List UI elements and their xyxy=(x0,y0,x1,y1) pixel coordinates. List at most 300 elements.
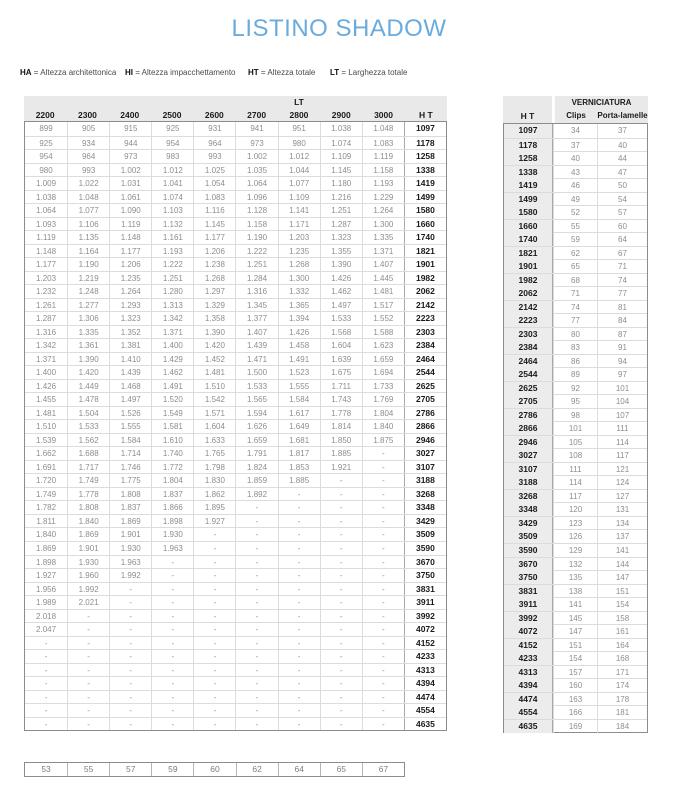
price-cell: 120 xyxy=(553,503,597,516)
price-cell: 181 xyxy=(597,706,647,719)
price-cell: 1.694 xyxy=(362,366,404,379)
price-cell: - xyxy=(44,665,48,675)
table-row xyxy=(25,582,446,596)
price-cell: 55 xyxy=(553,220,597,233)
price-cell: 1.371 xyxy=(36,354,57,364)
ht-cell: 1499 xyxy=(404,191,446,204)
price-cell: 1.216 xyxy=(320,191,362,204)
price-cell: 77 xyxy=(597,287,647,300)
price-cell: 46 xyxy=(553,179,597,192)
price-cell: 126 xyxy=(553,530,597,543)
price-cell: - xyxy=(362,556,404,569)
table-row xyxy=(25,703,446,717)
price-cell: 111 xyxy=(597,422,647,435)
ht-cell: 4394 xyxy=(504,679,553,692)
price-cell: - xyxy=(320,542,362,555)
price-cell: - xyxy=(67,650,109,663)
price-cell: - xyxy=(320,501,362,514)
price-cell: 1.808 xyxy=(109,488,151,501)
price-cell: 954 xyxy=(151,137,193,150)
price-cell: 147 xyxy=(553,625,597,638)
table-row xyxy=(504,597,647,611)
price-cell: 2.018 xyxy=(36,611,57,621)
price-cell: - xyxy=(278,637,320,650)
price-cell: 57 xyxy=(597,206,647,219)
price-cell: 94 xyxy=(597,355,647,368)
price-cell: 1.365 xyxy=(278,299,320,312)
price-cell: - xyxy=(67,637,109,650)
price-cell: - xyxy=(193,528,235,541)
column-header: 2200 xyxy=(35,110,55,120)
verniciatura-title: VERNICIATURA xyxy=(571,98,632,107)
price-cell: - xyxy=(320,528,362,541)
price-cell: 92 xyxy=(553,382,597,395)
price-cell: 84 xyxy=(597,314,647,327)
price-table-header xyxy=(24,96,447,121)
table-row xyxy=(25,433,446,447)
price-cell: 1.956 xyxy=(36,584,57,594)
price-cell: 1.041 xyxy=(151,177,193,190)
table-row xyxy=(504,165,647,179)
table-row xyxy=(504,394,647,408)
strip-cell: 67 xyxy=(362,763,404,776)
price-cell: 1.264 xyxy=(362,204,404,217)
price-cell: 905 xyxy=(67,122,109,136)
table-row xyxy=(25,568,446,582)
price-cell: 1.235 xyxy=(278,245,320,258)
price-cell: - xyxy=(193,583,235,596)
ht-cell: 2142 xyxy=(404,299,446,312)
price-cell: 158 xyxy=(597,612,647,625)
price-cell: - xyxy=(278,556,320,569)
price-cell: - xyxy=(109,623,151,636)
price-cell: 1.452 xyxy=(193,353,235,366)
price-cell: 944 xyxy=(109,137,151,150)
price-cell: - xyxy=(235,650,277,663)
price-cell: - xyxy=(235,542,277,555)
price-cell: 1.462 xyxy=(320,285,362,298)
ht-cell: 1660 xyxy=(404,218,446,231)
price-cell: 1.455 xyxy=(36,395,57,405)
ht-cell: 3750 xyxy=(504,571,553,584)
price-cell: 1.177 xyxy=(36,260,57,270)
price-cell: 1.332 xyxy=(278,285,320,298)
price-cell: 1.277 xyxy=(67,299,109,312)
price-cell: 138 xyxy=(553,585,597,598)
price-cell: 1.083 xyxy=(362,137,404,150)
table-row xyxy=(25,487,446,501)
table-row xyxy=(504,705,647,719)
price-cell: 899 xyxy=(39,124,53,133)
price-cell: 1.206 xyxy=(109,258,151,271)
price-cell: - xyxy=(151,718,193,731)
ht-cell: 3831 xyxy=(504,585,553,598)
ht-cell: 2786 xyxy=(504,409,553,422)
price-cell: 1.769 xyxy=(362,393,404,406)
price-cell: 62 xyxy=(553,247,597,260)
price-cell: - xyxy=(362,650,404,663)
table-row xyxy=(25,217,446,231)
price-cell: 1.323 xyxy=(320,231,362,244)
price-cell: 129 xyxy=(553,544,597,557)
price-cell: 1.022 xyxy=(67,177,109,190)
price-cell: 1.177 xyxy=(193,231,235,244)
price-cell: 925 xyxy=(151,122,193,136)
table-row xyxy=(504,381,647,395)
price-cell: - xyxy=(362,623,404,636)
price-cell: - xyxy=(151,596,193,609)
table-row xyxy=(25,149,446,163)
price-cell: - xyxy=(320,664,362,677)
price-cell: 1.533 xyxy=(67,420,109,433)
ht-cell: 1660 xyxy=(504,220,553,233)
price-cell: 1.054 xyxy=(193,177,235,190)
price-cell: 1.481 xyxy=(193,366,235,379)
table-row xyxy=(504,421,647,435)
price-cell: 1.280 xyxy=(151,285,193,298)
price-cell: - xyxy=(320,718,362,731)
price-cell: 1.074 xyxy=(151,191,193,204)
price-cell: - xyxy=(151,583,193,596)
price-cell: 1.804 xyxy=(151,474,193,487)
price-cell: 1.746 xyxy=(109,461,151,474)
price-cell: 1.749 xyxy=(67,474,109,487)
price-cell: 1.400 xyxy=(151,339,193,352)
ht-cell: 2866 xyxy=(404,420,446,433)
price-cell: - xyxy=(67,610,109,623)
price-cell: 1.077 xyxy=(278,177,320,190)
price-cell: 71 xyxy=(553,287,597,300)
price-cell: 67 xyxy=(597,247,647,260)
price-cell: 1.002 xyxy=(235,150,277,163)
ht-cell: 4635 xyxy=(404,718,446,731)
price-cell: 161 xyxy=(597,625,647,638)
price-cell: 1.749 xyxy=(36,489,57,499)
legend-item-ht: HT = Altezza totale xyxy=(248,68,316,77)
ht-cell: 1901 xyxy=(504,260,553,273)
price-cell: - xyxy=(278,677,320,690)
table-row xyxy=(504,611,647,625)
price-cell: 1.371 xyxy=(362,245,404,258)
price-cell: - xyxy=(320,596,362,609)
price-cell: 1.038 xyxy=(320,122,362,136)
ht-cell: 2705 xyxy=(504,395,553,408)
price-cell: 1.361 xyxy=(67,339,109,352)
price-cell: 1.504 xyxy=(67,407,109,420)
ht-cell: 1419 xyxy=(504,179,553,192)
ht-cell: 4072 xyxy=(504,625,553,638)
price-cell: 50 xyxy=(597,179,647,192)
price-cell: 1.811 xyxy=(36,516,56,526)
price-cell: 1.128 xyxy=(235,204,277,217)
price-cell: - xyxy=(235,664,277,677)
price-cell: 1.352 xyxy=(109,326,151,339)
price-cell: 1.420 xyxy=(67,366,109,379)
ht-header-label: H T xyxy=(520,111,535,121)
ht-cell: 3107 xyxy=(404,461,446,474)
strip-cell: 62 xyxy=(236,763,278,776)
price-cell: 1.869 xyxy=(36,543,57,553)
price-cell: 144 xyxy=(597,558,647,571)
column-header: 3000 xyxy=(374,110,393,120)
price-cell: 1.517 xyxy=(362,299,404,312)
price-cell: 1.552 xyxy=(362,312,404,325)
price-cell: 131 xyxy=(597,503,647,516)
price-cell: 124 xyxy=(597,476,647,489)
price-cell: 1.840 xyxy=(362,420,404,433)
price-cell: 1.743 xyxy=(320,393,362,406)
price-cell: 71 xyxy=(597,260,647,273)
legend-term: HT xyxy=(248,68,259,77)
price-cell: 77 xyxy=(553,314,597,327)
price-cell: - xyxy=(193,542,235,555)
price-cell: 1.203 xyxy=(278,231,320,244)
price-cell: 973 xyxy=(235,137,277,150)
price-cell: - xyxy=(362,691,404,704)
price-cell: - xyxy=(278,664,320,677)
price-cell: 993 xyxy=(193,150,235,163)
table-row xyxy=(504,246,647,260)
price-cell: 1.481 xyxy=(36,408,57,418)
price-cell: 1.471 xyxy=(235,353,277,366)
price-cell: 941 xyxy=(235,122,277,136)
price-table-body xyxy=(24,121,447,731)
price-cell: - xyxy=(278,542,320,555)
price-cell: 1.323 xyxy=(109,312,151,325)
price-cell: 1.358 xyxy=(193,312,235,325)
price-cell: - xyxy=(278,650,320,663)
price-cell: 1.449 xyxy=(67,380,109,393)
price-table-column-headers xyxy=(24,109,447,121)
price-cell: 1.012 xyxy=(151,164,193,177)
ht-cell: 2866 xyxy=(504,422,553,435)
price-cell: - xyxy=(235,677,277,690)
table-row xyxy=(25,230,446,244)
price-cell: 1.158 xyxy=(362,164,404,177)
price-cell: - xyxy=(278,704,320,717)
price-cell: 132 xyxy=(553,558,597,571)
price-cell: - xyxy=(44,706,48,716)
price-cell: - xyxy=(151,691,193,704)
ht-cell: 3992 xyxy=(504,612,553,625)
column-header: 2400 xyxy=(120,110,140,120)
price-cell: - xyxy=(109,610,151,623)
price-cell: 1.927 xyxy=(36,571,57,581)
price-cell: 1.090 xyxy=(109,204,151,217)
price-cell: 1.035 xyxy=(235,164,277,177)
price-cell: 151 xyxy=(597,585,647,598)
price-cell: 91 xyxy=(597,341,647,354)
price-cell: 166 xyxy=(553,706,597,719)
price-cell: 1.778 xyxy=(320,407,362,420)
strip-cell: 53 xyxy=(41,764,51,774)
price-cell: 1.798 xyxy=(193,461,235,474)
price-cell: 1.407 xyxy=(235,326,277,339)
price-cell: 973 xyxy=(109,150,151,163)
price-cell: 1.633 xyxy=(193,434,235,447)
price-cell: 74 xyxy=(597,274,647,287)
price-cell: 1.074 xyxy=(320,137,362,150)
price-cell: 178 xyxy=(597,693,647,706)
price-cell: 1.468 xyxy=(109,380,151,393)
price-cell: 1.837 xyxy=(109,501,151,514)
price-cell: 1.377 xyxy=(235,312,277,325)
table-row xyxy=(504,462,647,476)
price-cell: 1.048 xyxy=(362,122,404,136)
table-row xyxy=(25,203,446,217)
price-cell: - xyxy=(109,704,151,717)
price-cell: - xyxy=(362,704,404,717)
table-row xyxy=(25,325,446,339)
table-row xyxy=(504,665,647,679)
price-cell: - xyxy=(193,596,235,609)
price-cell: 1.898 xyxy=(151,515,193,528)
price-cell: 1.329 xyxy=(193,299,235,312)
price-cell: - xyxy=(278,623,320,636)
price-cell: - xyxy=(109,718,151,731)
price-cell: 1.093 xyxy=(36,219,57,229)
price-cell: 160 xyxy=(553,679,597,692)
price-cell: 104 xyxy=(597,395,647,408)
price-cell: 1.497 xyxy=(109,393,151,406)
price-cell: 983 xyxy=(151,150,193,163)
price-cell: 1.824 xyxy=(235,461,277,474)
price-cell: 101 xyxy=(553,422,597,435)
price-cell: 1.268 xyxy=(193,272,235,285)
price-cell: 1.992 xyxy=(109,569,151,582)
price-cell: 1.439 xyxy=(235,339,277,352)
price-cell: 1.850 xyxy=(320,434,362,447)
price-cell: 1.533 xyxy=(320,312,362,325)
price-cell: - xyxy=(151,664,193,677)
price-cell: - xyxy=(67,691,109,704)
price-cell: - xyxy=(235,596,277,609)
price-cell: - xyxy=(193,664,235,677)
table-row xyxy=(25,419,446,433)
price-cell: 1.565 xyxy=(235,393,277,406)
ht-cell: 2062 xyxy=(404,285,446,298)
price-cell: - xyxy=(193,623,235,636)
price-cell: 1.238 xyxy=(193,258,235,271)
table-row xyxy=(25,541,446,555)
price-cell: 184 xyxy=(597,720,647,733)
price-cell: 1.161 xyxy=(151,231,193,244)
price-cell: 81 xyxy=(597,301,647,314)
price-cell: - xyxy=(67,677,109,690)
price-cell: - xyxy=(362,515,404,528)
price-cell: 1.930 xyxy=(151,528,193,541)
price-cell: 1.109 xyxy=(320,150,362,163)
table-row xyxy=(25,636,446,650)
table-row xyxy=(504,435,647,449)
price-cell: 1.190 xyxy=(67,258,109,271)
ht-cell: 1097 xyxy=(404,122,446,136)
price-cell: 121 xyxy=(597,463,647,476)
price-cell: - xyxy=(193,718,235,731)
price-cell: 1.555 xyxy=(109,420,151,433)
table-row xyxy=(504,367,647,381)
table-row xyxy=(25,379,446,393)
price-cell: 1.064 xyxy=(36,206,57,216)
table-row xyxy=(25,595,446,609)
table-row xyxy=(504,138,647,152)
price-cell: 37 xyxy=(597,124,647,138)
price-cell: 1.355 xyxy=(320,245,362,258)
price-cell: 68 xyxy=(553,274,597,287)
price-cell: 1.659 xyxy=(235,434,277,447)
price-cell: 2.047 xyxy=(36,625,57,635)
price-cell: 1.930 xyxy=(67,556,109,569)
ht-cell: 3750 xyxy=(404,569,446,582)
price-cell: - xyxy=(109,583,151,596)
strip-cell: 59 xyxy=(151,763,193,776)
price-cell: - xyxy=(235,583,277,596)
price-cell: - xyxy=(235,637,277,650)
table-row xyxy=(504,408,647,422)
price-cell: 1.077 xyxy=(67,204,109,217)
price-cell: 1.251 xyxy=(151,272,193,285)
price-cell: - xyxy=(235,704,277,717)
ht-cell: 1338 xyxy=(504,166,553,179)
table-row xyxy=(25,500,446,514)
ht-cell: 1982 xyxy=(504,274,553,287)
price-cell: 154 xyxy=(553,652,597,665)
price-table xyxy=(24,96,447,731)
ht-cell: 1178 xyxy=(404,137,446,150)
price-cell: 1.251 xyxy=(320,204,362,217)
price-cell: 1.232 xyxy=(36,287,57,297)
price-cell: 1.193 xyxy=(362,177,404,190)
price-cell: 964 xyxy=(67,150,109,163)
price-cell: 1.604 xyxy=(320,339,362,352)
table-row xyxy=(25,122,446,136)
price-cell: - xyxy=(151,623,193,636)
price-cell: - xyxy=(278,569,320,582)
ht-cell: 2384 xyxy=(404,339,446,352)
table-row xyxy=(25,311,446,325)
price-cell: 1.960 xyxy=(67,569,109,582)
price-cell: 1.594 xyxy=(235,407,277,420)
ht-cell: 2544 xyxy=(404,366,446,379)
price-cell: 1.817 xyxy=(278,447,320,460)
price-cell: - xyxy=(320,650,362,663)
column-header: 2300 xyxy=(77,110,97,120)
strip-cell: 60 xyxy=(193,763,235,776)
table-row xyxy=(25,690,446,704)
strip-cell: 57 xyxy=(109,763,151,776)
ht-column-header xyxy=(503,96,552,123)
price-cell: - xyxy=(320,677,362,690)
price-cell: 1.119 xyxy=(36,233,56,243)
column-header: H T xyxy=(418,110,433,120)
price-cell: 1.203 xyxy=(36,273,57,283)
price-cell: 1.691 xyxy=(36,462,57,472)
bottom-strip-row xyxy=(24,762,405,777)
price-cell: 1.588 xyxy=(362,326,404,339)
table-row xyxy=(504,651,647,665)
table-row xyxy=(25,717,446,731)
ht-cell: 2384 xyxy=(504,341,553,354)
price-cell: - xyxy=(193,677,235,690)
price-cell: - xyxy=(151,569,193,582)
price-cell: 1.061 xyxy=(109,191,151,204)
price-cell: 1.371 xyxy=(151,326,193,339)
price-cell: 1.626 xyxy=(235,420,277,433)
verniciatura-table xyxy=(503,96,648,733)
ht-cell: 1740 xyxy=(404,231,446,244)
price-cell: 52 xyxy=(553,206,597,219)
table-row xyxy=(504,692,647,706)
